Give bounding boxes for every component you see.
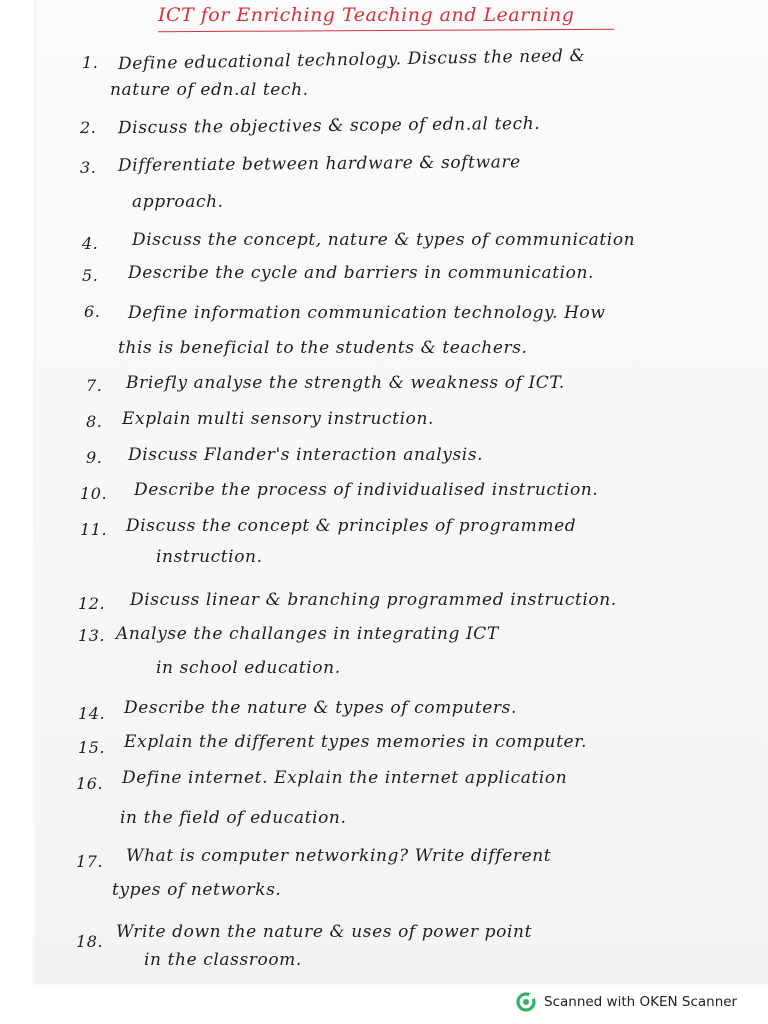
question-number: 12. <box>78 594 106 613</box>
scanner-watermark <box>516 990 737 1014</box>
question-number: 9. <box>86 448 103 467</box>
question-number: 14. <box>78 704 106 723</box>
question-text: nature of edn.al tech. <box>110 80 309 100</box>
question-text: Describe the process of individualised instruction. <box>134 480 599 500</box>
oken-scanner-logo-icon <box>516 992 536 1012</box>
question-number: 5. <box>82 266 99 285</box>
question-text: Explain the different types memories in computer. <box>124 732 588 752</box>
question-number: 3. <box>80 158 97 177</box>
question-text: Define information communication technology. How <box>128 303 606 323</box>
question-text: this is beneficial to the students & teachers. <box>118 338 528 358</box>
question-text: instruction. <box>156 547 263 567</box>
question-text: Briefly analyse the strength & weakness of ICT. <box>126 373 565 393</box>
question-text: Describe the cycle and barriers in communication. <box>128 263 595 283</box>
question-text: Define educational technology. Discuss the need & <box>117 45 586 75</box>
question-text: What is computer networking? Write different <box>126 846 552 866</box>
question-text: in the field of education. <box>120 808 347 828</box>
question-text: Analyse the challanges in integrating ICT <box>116 624 499 644</box>
question-text: Describe the nature & types of computers. <box>124 698 517 718</box>
question-number: 13. <box>78 626 106 645</box>
page-title: ICT for Enriching Teaching and Learning <box>158 4 575 26</box>
question-text: types of networks. <box>112 880 282 900</box>
question-text: Write down the nature & uses of power point <box>116 922 533 942</box>
question-text: Discuss linear & branching programmed instruction. <box>130 590 617 610</box>
question-number: 15. <box>78 738 106 757</box>
question-number: 8. <box>86 412 103 431</box>
question-number: 17. <box>76 852 104 871</box>
question-text: Discuss the concept & principles of programmed <box>126 516 577 536</box>
question-number: 4. <box>82 234 99 253</box>
question-text: in school education. <box>156 658 341 678</box>
question-number: 11. <box>80 520 108 539</box>
question-number: 6. <box>84 302 101 321</box>
question-number: 1. <box>82 53 99 72</box>
question-text: approach. <box>132 192 224 212</box>
question-text: Differentiate between hardware & software <box>117 152 521 176</box>
question-number: 2. <box>80 118 97 137</box>
question-number: 7. <box>86 376 103 395</box>
question-text: Discuss the objectives & scope of edn.al tech. <box>117 113 541 139</box>
question-number: 10. <box>80 484 108 503</box>
question-text: Define internet. Explain the internet application <box>122 768 568 788</box>
question-text: Discuss Flander's interaction analysis. <box>128 445 484 465</box>
question-text: Discuss the concept, nature & types of communication <box>132 230 636 250</box>
question-text: in the classroom. <box>144 950 302 970</box>
question-text: Explain multi sensory instruction. <box>122 409 435 429</box>
question-number: 18. <box>76 932 104 951</box>
scanner-watermark-text: Scanned with OKEN Scanner <box>544 994 738 1010</box>
question-number: 16. <box>76 774 104 793</box>
